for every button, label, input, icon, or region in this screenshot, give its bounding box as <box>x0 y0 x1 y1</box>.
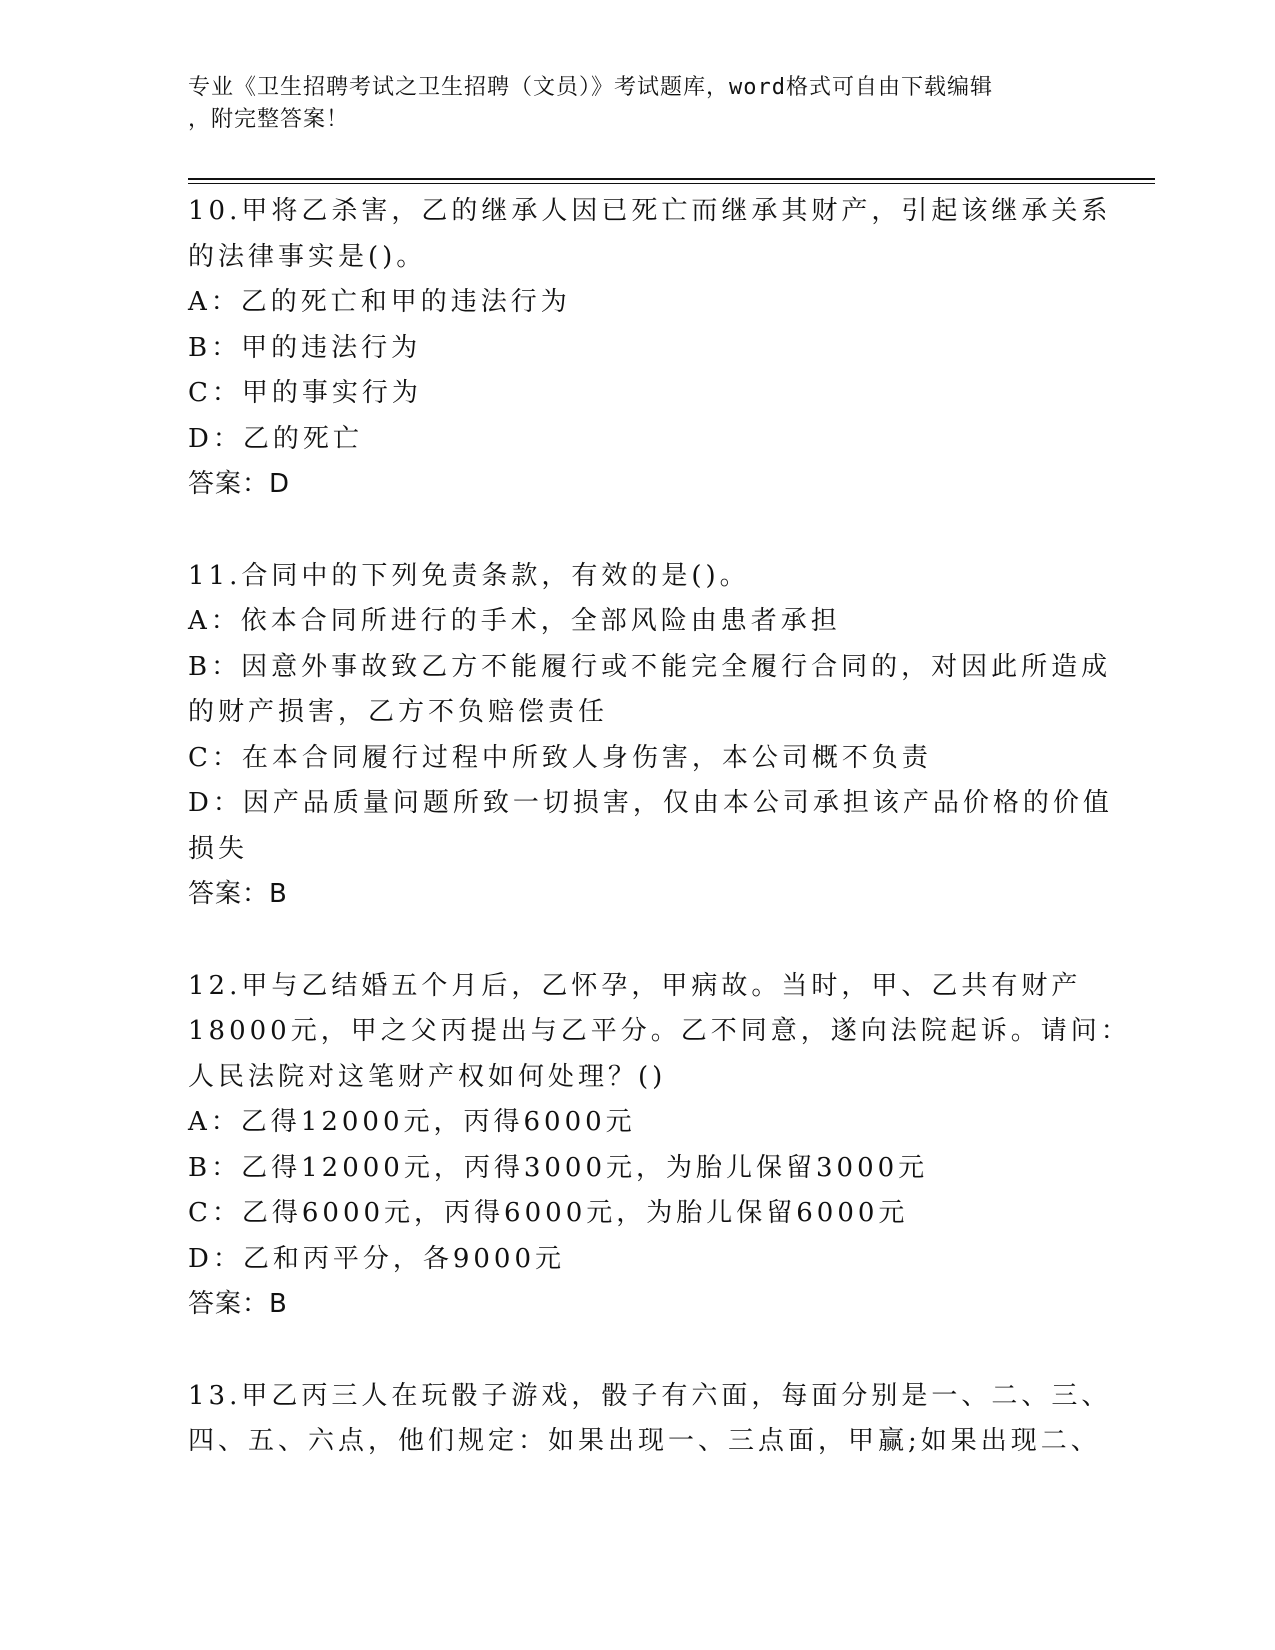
question-block <box>188 189 1112 508</box>
option-line: A：依本合同所进行的手术，全部风险由患者承担 <box>188 606 841 636</box>
question-stem-line: 的法律事实是()。 <box>188 241 427 272</box>
question-stem-line: 18000元，甲之父丙提出与乙平分。乙不同意，遂向法院起诉。请问： <box>188 1016 1131 1046</box>
option-line: C：在本合同履行过程中所致人身伤害，本公司概不负责 <box>188 742 932 773</box>
question-stem-line: 四、五、六点，他们规定：如果出现一、三点面，甲赢;如果出现二、 <box>188 1426 1101 1456</box>
question-block <box>188 964 1131 1328</box>
page-header <box>188 72 1068 136</box>
question-stem-line: 11.合同中的下列免责条款，有效的是()。 <box>188 560 750 591</box>
option-line: A：乙得12000元，丙得6000元 <box>188 1107 636 1137</box>
question-spacer <box>188 1328 1088 1374</box>
header-rule <box>188 178 1155 180</box>
answer-line: 答案：D <box>188 469 291 499</box>
option-line: 的财产损害，乙方不负赔偿责任 <box>188 697 609 727</box>
question-stem-line: 13.甲乙丙三人在玩骰子游戏，骰子有六面，每面分别是一、二、三、 <box>188 1380 1112 1411</box>
option-line: 损失 <box>188 833 249 864</box>
option-line: B：甲的违法行为 <box>188 332 422 363</box>
option-line: D：乙的死亡 <box>188 423 363 454</box>
option-line: D：乙和丙平分，各9000元 <box>188 1243 566 1274</box>
question-stem-line: 12.甲与乙结婚五个月后，乙怀孕，甲病故。当时，甲、乙共有财产 <box>188 970 1082 1001</box>
answer-line: 答案：B <box>188 1289 288 1319</box>
option-line: D：因产品质量问题所致一切损害，仅由本公司承担该产品价格的价值 <box>188 788 1113 818</box>
option-line: A：乙的死亡和甲的违法行为 <box>188 287 571 317</box>
option-line: B：乙得12000元，丙得3000元，为胎儿保留3000元 <box>188 1152 929 1183</box>
question-spacer <box>188 508 1088 554</box>
question-spacer <box>188 918 1088 964</box>
question-block <box>188 554 1113 918</box>
question-block <box>188 1374 1112 1465</box>
question-stem-line: 10.甲将乙杀害，乙的继承人因已死亡而继承其财产，引起该继承关系 <box>188 196 1112 226</box>
header-line: 专业《卫生招聘考试之卫生招聘（文员）》考试题库，word格式可自由下载编辑 <box>188 75 993 100</box>
header-rule-thin <box>188 183 1155 184</box>
option-line: C：乙得6000元，丙得6000元，为胎儿保留6000元 <box>188 1198 909 1228</box>
answer-line: 答案：B <box>188 879 288 909</box>
question-stem-line: 人民法院对这笔财产权如何处理？() <box>188 1061 667 1092</box>
option-line: C：甲的事实行为 <box>188 378 422 408</box>
question-list <box>188 189 1131 1465</box>
option-line: B：因意外事故致乙方不能履行或不能完全履行合同的，对因此所造成 <box>188 651 1112 682</box>
header-line: ，附完整答案！ <box>188 107 350 132</box>
